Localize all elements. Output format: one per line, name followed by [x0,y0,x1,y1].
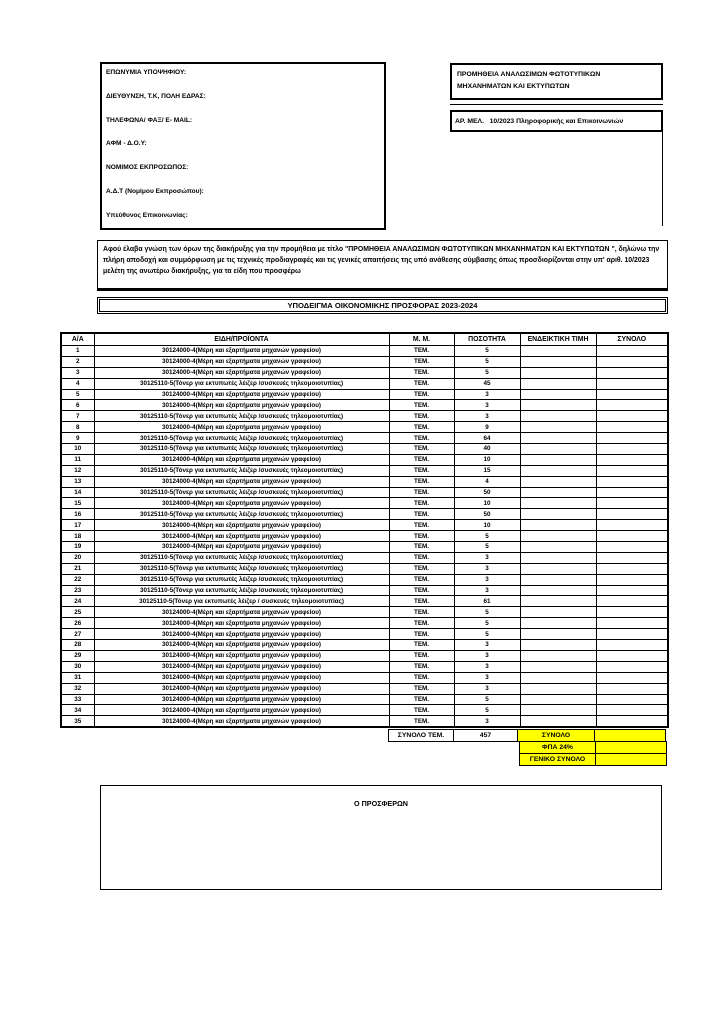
table-row [61,672,668,683]
item-description-cell: 30124000-4(Μέρη και εξαρτήματα μηχανών γραφείου) [94,346,389,357]
quantity-cell: 3 [454,563,520,574]
signature-box [100,785,662,890]
item-description-cell: 30124000-4(Μέρη και εξαρτήματα μηχανών γραφείου) [94,531,389,542]
quantity-cell: 3 [454,640,520,651]
unit-cell: ΤΕΜ. [389,487,454,498]
row-number: 32 [61,683,94,694]
row-number: 9 [61,433,94,444]
quantity-cell: 5 [454,705,520,716]
row-number: 20 [61,552,94,563]
item-description-cell: 30124000-4(Μέρη και εξαρτήματα μηχανών γραφείου) [94,661,389,672]
quantity-cell: 15 [454,465,520,476]
item-description-cell: 30125110-5(Τόνερ για εκτυπωτές λέιζερ /συσκευές τηλεομοιοτυπίας) [94,574,389,585]
row-number: 5 [61,389,94,400]
item-description-cell: 30125110-5(Τόνερ για εκτυπωτές λέιζερ /συσκευές τηλεομοιοτυπίας) [94,433,389,444]
row-total-cell[interactable] [596,444,668,455]
quantity-cell: 64 [454,433,520,444]
summary-value-grand-total[interactable] [595,753,667,767]
row-number: 6 [61,400,94,411]
unit-cell: ΤΕΜ. [389,378,454,389]
table-row [61,509,668,520]
summary-label-grand-total: ΓΕΝΙΚΟ ΣΥΝΟΛΟ [519,753,597,767]
row-total-cell[interactable] [596,465,668,476]
row-number: 3 [61,367,94,378]
item-description-cell: 30124000-4(Μέρη και εξαρτήματα μηχανών γραφείου) [94,683,389,694]
row-number: 28 [61,640,94,651]
project-title-box [450,63,663,100]
item-description-cell: 30124000-4(Μέρη και εξαρτήματα μηχανών γραφείου) [94,650,389,661]
table-row [61,694,668,705]
table-row [61,531,668,542]
quantity-cell: 40 [454,444,520,455]
summary-label-total: ΣΥΝΟΛΟ [517,729,595,743]
quantity-cell: 4 [454,476,520,487]
unit-cell: ΤΕΜ. [389,509,454,520]
header-quantity: ΠΟΣΟΤΗΤΑ [454,333,520,346]
unit-cell: ΤΕΜ. [389,454,454,465]
row-total-cell[interactable] [596,389,668,400]
row-number: 24 [61,596,94,607]
table-row [61,629,668,640]
table-row [61,389,668,400]
item-description-cell: 30125110-5(Τόνερ για εκτυπωτές λέιζερ /συσκευές τηλεομοιοτυπίας) [94,487,389,498]
unit-price-cell[interactable] [520,683,596,694]
row-number: 22 [61,574,94,585]
unit-cell: ΤΕΜ. [389,356,454,367]
row-total-cell[interactable] [596,585,668,596]
quantity-cell: 50 [454,509,520,520]
table-row [61,487,668,498]
unit-price-cell[interactable] [520,672,596,683]
item-description-cell: 30124000-4(Μέρη και εξαρτήματα μηχανών γραφείου) [94,389,389,400]
quantity-cell: 10 [454,454,520,465]
row-total-cell[interactable] [596,542,668,553]
row-total-cell[interactable] [596,661,668,672]
table-row [61,422,668,433]
quantity-cell: 3 [454,683,520,694]
row-total-cell[interactable] [596,716,668,727]
table-row [61,716,668,727]
unit-price-cell[interactable] [520,389,596,400]
bidder-field-label: ΕΠΩΝΥΜΙΑ ΥΠΟΨΗΦΙΟΥ: [106,69,187,76]
row-number: 8 [61,422,94,433]
table-row [61,661,668,672]
bidder-field-label: ΔΙΕΥΘΥΝΣΗ, Τ.Κ, ΠΟΛΗ ΕΔΡΑΣ: [106,92,206,100]
total-units-label: ΣΥΝΟΛΟ ΤΕΜ. [388,729,454,743]
unit-price-cell[interactable] [520,596,596,607]
header-items: ΕΙΔΗ/ΠΡΟΪΟΝΤΑ [94,333,389,346]
item-description-cell: 30125110-5(Τόνερ για εκτυπωτές λέιζερ /συσκευές τηλεομοιοτυπίας) [94,465,389,476]
unit-price-cell[interactable] [520,454,596,465]
row-number: 12 [61,465,94,476]
unit-price-cell[interactable] [520,705,596,716]
unit-cell: ΤΕΜ. [389,552,454,563]
row-number: 19 [61,542,94,553]
quantity-cell: 3 [454,400,520,411]
unit-cell: ΤΕΜ. [389,465,454,476]
item-description-cell: 30125110-5(Τόνερ για εκτυπωτές λέιζερ /συσκευές τηλεομοιοτυπίας) [94,563,389,574]
quantity-cell: 5 [454,356,520,367]
item-description-cell: 30124000-4(Μέρη και εξαρτήματα μηχανών γραφείου) [94,716,389,727]
row-number: 21 [61,563,94,574]
unit-price-cell[interactable] [520,552,596,563]
row-total-cell[interactable] [596,520,668,531]
unit-price-cell[interactable] [520,400,596,411]
row-total-cell[interactable] [596,640,668,651]
unit-cell: ΤΕΜ. [389,389,454,400]
row-total-cell[interactable] [596,607,668,618]
quantity-cell: 3 [454,411,520,422]
row-number: 34 [61,705,94,716]
unit-price-cell[interactable] [520,444,596,455]
signature-label: Ο ΠΡΟΣΦΕΡΩΝ [354,799,408,808]
project-title: ΠΡΟΜΗΘΕΙΑ ΑΝΑΛΩΣΙΜΩΝ ΦΩΤΟΤΥΠΙΚΩΝ ΜΗΧΑΝΗΜΑΤΩΝ ΚΑΙ ΕΚΤΥΠΩΤΩΝ [457,71,601,90]
bidder-field-label: Υπεύθυνος Επικοινωνίας: [106,211,188,219]
unit-cell: ΤΕΜ. [389,661,454,672]
row-number: 27 [61,629,94,640]
row-number: 4 [61,378,94,389]
item-description-cell: 30125110-5(Τόνερ για εκτυπωτές λέιζερ /συσκευές τηλεομοιοτυπίας) [94,411,389,422]
header-unit: Μ. Μ. [389,333,454,346]
table-row [61,683,668,694]
item-description-cell: 30124000-4(Μέρη και εξαρτήματα μηχανών γραφείου) [94,422,389,433]
row-total-cell[interactable] [596,618,668,629]
unit-cell: ΤΕΜ. [389,705,454,716]
item-description-cell: 30124000-4(Μέρη και εξαρτήματα μηχανών γραφείου) [94,400,389,411]
table-row [61,542,668,553]
unit-cell: ΤΕΜ. [389,476,454,487]
item-description-cell: 30125110-5(Τόνερ για εκτυπωτές λέιζερ /συσκευές τηλεομοιοτυπίας) [94,444,389,455]
unit-cell: ΤΕΜ. [389,444,454,455]
unit-price-cell[interactable] [520,487,596,498]
table-row [61,618,668,629]
item-description-cell: 30124000-4(Μέρη και εξαρτήματα μηχανών γραφείου) [94,705,389,716]
unit-price-cell[interactable] [520,694,596,705]
quantity-cell: 3 [454,389,520,400]
unit-cell: ΤΕΜ. [389,716,454,727]
table-row [61,520,668,531]
unit-price-cell[interactable] [520,476,596,487]
header-aa: Α/Α [61,333,94,346]
table-row [61,585,668,596]
item-description-cell: 30124000-4(Μέρη και εξαρτήματα μηχανών γραφείου) [94,618,389,629]
quantity-cell: 5 [454,694,520,705]
quantity-cell: 3 [454,661,520,672]
unit-cell: ΤΕΜ. [389,672,454,683]
unit-price-cell[interactable] [520,650,596,661]
table-row [61,563,668,574]
header-total: ΣΥΝΟΛΟ [596,333,668,346]
row-number: 15 [61,498,94,509]
item-description-cell: 30125110-5(Τόνερ για εκτυπωτές λέιζερ /συσκευές τηλεομοιοτυπίας) [94,585,389,596]
item-description-cell: 30124000-4(Μέρη και εξαρτήματα μηχανών γραφείου) [94,476,389,487]
right-border-line [662,132,663,226]
quantity-cell: 5 [454,531,520,542]
unit-cell: ΤΕΜ. [389,367,454,378]
bidder-info-box [100,62,386,230]
row-total-cell[interactable] [596,454,668,465]
row-total-cell[interactable] [596,563,668,574]
quantity-cell: 3 [454,552,520,563]
unit-price-cell[interactable] [520,585,596,596]
item-description-cell: 30124000-4(Μέρη και εξαρτήματα μηχανών γραφείου) [94,454,389,465]
row-total-cell[interactable] [596,552,668,563]
item-description-cell: 30124000-4(Μέρη και εξαρτήματα μηχανών γραφείου) [94,367,389,378]
quantity-cell: 3 [454,585,520,596]
row-number: 2 [61,356,94,367]
quantity-cell: 10 [454,498,520,509]
item-description-cell: 30125110-5(Τόνερ για εκτυπωτές λέιζερ /συσκευές τηλεομοιοτυπίας) [94,509,389,520]
table-row [61,454,668,465]
table-row [61,640,668,651]
section-title-bar [97,297,668,314]
unit-cell: ΤΕΜ. [389,607,454,618]
unit-price-cell[interactable] [520,422,596,433]
table-row [61,433,668,444]
item-description-cell: 30125110-5(Τόνερ για εκτυπωτές λέιζερ /συσκευές τηλεομοιοτυπίας) [94,552,389,563]
table-row [61,346,668,357]
row-number: 35 [61,716,94,727]
quantity-cell: 5 [454,367,520,378]
unit-cell: ΤΕΜ. [389,574,454,585]
row-total-cell[interactable] [596,694,668,705]
header-indicative-price: ΕΝΔΕΙΚΤΙΚΗ ΤΙΜΗ [520,333,596,346]
study-reference: ΑΡ. ΜΕΛ. 10/2023 Πληροφορικής και Επικοινωνιών [455,117,624,125]
row-total-cell[interactable] [596,367,668,378]
quantity-cell: 45 [454,378,520,389]
unit-price-cell[interactable] [520,411,596,422]
row-total-cell[interactable] [596,433,668,444]
table-header-row [61,333,668,346]
item-description-cell: 30124000-4(Μέρη και εξαρτήματα μηχανών γραφείου) [94,694,389,705]
spacer [388,742,519,754]
row-total-cell[interactable] [596,411,668,422]
quantity-cell: 61 [454,596,520,607]
unit-cell: ΤΕΜ. [389,640,454,651]
bidder-field-label: ΝΟΜΙΜΟΣ ΕΚΠΡΟΣΩΠΟΣ: [106,164,189,172]
quantity-cell: 5 [454,346,520,357]
unit-price-cell[interactable] [520,378,596,389]
unit-cell: ΤΕΜ. [389,542,454,553]
quantity-cell: 3 [454,716,520,727]
row-number: 33 [61,694,94,705]
row-total-cell[interactable] [596,683,668,694]
unit-cell: ΤΕΜ. [389,422,454,433]
quantity-cell: 5 [454,607,520,618]
table-row [61,378,668,389]
row-number: 14 [61,487,94,498]
unit-price-cell[interactable] [520,531,596,542]
summary-label-vat: ΦΠΑ 24% [519,741,597,755]
row-number: 26 [61,618,94,629]
row-total-cell[interactable] [596,422,668,433]
row-number: 29 [61,650,94,661]
quantity-cell: 5 [454,542,520,553]
total-units-value: 457 [453,729,519,743]
unit-cell: ΤΕΜ. [389,585,454,596]
table-row [61,476,668,487]
divider-line [450,104,663,105]
items-table [60,332,669,728]
item-description-cell: 30124000-4(Μέρη και εξαρτήματα μηχανών γραφείου) [94,672,389,683]
row-total-cell[interactable] [596,346,668,357]
row-total-cell[interactable] [596,574,668,585]
bidder-field-label: ΑΦΜ - Δ.Ο.Υ: [106,140,147,148]
unit-cell: ΤΕΜ. [389,498,454,509]
table-row [61,465,668,476]
unit-price-cell[interactable] [520,607,596,618]
row-total-cell[interactable] [596,629,668,640]
row-number: 16 [61,509,94,520]
unit-price-cell[interactable] [520,356,596,367]
row-total-cell[interactable] [596,400,668,411]
item-description-cell: 30124000-4(Μέρη και εξαρτήματα μηχανών γραφείου) [94,542,389,553]
table-row [61,400,668,411]
row-total-cell[interactable] [596,476,668,487]
unit-cell: ΤΕΜ. [389,650,454,661]
table-row [61,596,668,607]
unit-price-cell[interactable] [520,574,596,585]
row-number: 25 [61,607,94,618]
item-description-cell: 30125110-5(Τόνερ για εκτυπωτές λέιζερ / συσκευές τηλεομοιοτυπίας) [94,596,389,607]
unit-price-cell[interactable] [520,661,596,672]
bidder-field-label: ΤΗΛΕΦΩΝΑ/ ΦΑΞ/ E- MAIL: [106,116,193,124]
declaration-text: Αφού έλαβα γνώση των όρων της διακήρυξης για την προμήθεια με τίτλο "ΠΡΟΜΗΘΕΙΑ ΑΝΑΛΩΣΙΜΩΝ ΦΩΤΟΤΥΠΙΚΩΝ ΜΗΧΑΝΗΜΑΤΩΝ ΚΑΙ ΕΚΤΥΠΩΤΩΝ ", δηλώνω την πλήρη αποδοχή και συμμόρφωση με τις τεχνικές προδιαγραφές και τις γενικές απαιτήσεις της υπό ανάθεσης σύμβασης όπως προσδιορίζονται στην υπ' αριθ. 10/2023 μελέτη της ανωτέρω διακήρυξης, για τα είδη που προσφέρω [103,246,660,275]
row-total-cell[interactable] [596,498,668,509]
row-total-cell[interactable] [596,650,668,661]
unit-price-cell[interactable] [520,433,596,444]
row-number: 17 [61,520,94,531]
unit-price-cell[interactable] [520,498,596,509]
quantity-cell: 3 [454,574,520,585]
row-number: 23 [61,585,94,596]
row-total-cell[interactable] [596,509,668,520]
unit-price-cell[interactable] [520,509,596,520]
quantity-cell: 5 [454,629,520,640]
row-total-cell[interactable] [596,378,668,389]
unit-price-cell[interactable] [520,563,596,574]
table-row [61,411,668,422]
spacer [388,754,519,766]
item-description-cell: 30124000-4(Μέρη και εξαρτήματα μηχανών γραφείου) [94,356,389,367]
table-row [61,444,668,455]
table-row [61,650,668,661]
quantity-cell: 10 [454,520,520,531]
row-total-cell[interactable] [596,596,668,607]
declaration-box [97,240,668,291]
table-row [61,356,668,367]
row-number: 18 [61,531,94,542]
unit-price-cell[interactable] [520,465,596,476]
row-number: 13 [61,476,94,487]
summary-row [388,754,667,766]
items-table-body [61,346,668,728]
unit-price-cell[interactable] [520,346,596,357]
item-description-cell: 30124000-4(Μέρη και εξαρτήματα μηχανών γραφείου) [94,629,389,640]
unit-price-cell[interactable] [520,520,596,531]
unit-cell: ΤΕΜ. [389,433,454,444]
unit-price-cell[interactable] [520,618,596,629]
table-row [61,574,668,585]
unit-price-cell[interactable] [520,629,596,640]
unit-cell: ΤΕΜ. [389,694,454,705]
unit-price-cell[interactable] [520,716,596,727]
row-total-cell[interactable] [596,672,668,683]
unit-cell: ΤΕΜ. [389,629,454,640]
row-number: 30 [61,661,94,672]
unit-cell: ΤΕΜ. [389,346,454,357]
unit-cell: ΤΕΜ. [389,531,454,542]
table-row [61,498,668,509]
table-row [61,607,668,618]
quantity-cell: 5 [454,618,520,629]
item-description-cell: 30124000-4(Μέρη και εξαρτήματα μηχανών γραφείου) [94,498,389,509]
table-row [61,552,668,563]
row-number: 1 [61,346,94,357]
row-total-cell[interactable] [596,487,668,498]
row-total-cell[interactable] [596,356,668,367]
unit-cell: ΤΕΜ. [389,400,454,411]
row-number: 7 [61,411,94,422]
unit-price-cell[interactable] [520,542,596,553]
unit-cell: ΤΕΜ. [389,618,454,629]
quantity-cell: 9 [454,422,520,433]
item-description-cell: 30124000-4(Μέρη και εξαρτήματα μηχανών γραφείου) [94,607,389,618]
quantity-cell: 3 [454,672,520,683]
quantity-cell: 3 [454,650,520,661]
totals-summary [388,730,667,766]
item-description-cell: 30124000-4(Μέρη και εξαρτήματα μηχανών γραφείου) [94,640,389,651]
bidder-field-label: Α.Δ.Τ (Νομίμου Εκπροσώπου): [106,188,204,196]
study-reference-box [450,110,663,132]
row-number: 11 [61,454,94,465]
unit-cell: ΤΕΜ. [389,520,454,531]
row-total-cell[interactable] [596,705,668,716]
table-row [61,367,668,378]
row-number: 31 [61,672,94,683]
unit-price-cell[interactable] [520,367,596,378]
unit-cell: ΤΕΜ. [389,683,454,694]
unit-cell: ΤΕΜ. [389,563,454,574]
quantity-cell: 50 [454,487,520,498]
unit-cell: ΤΕΜ. [389,596,454,607]
row-total-cell[interactable] [596,531,668,542]
table-row [61,705,668,716]
item-description-cell: 30124000-4(Μέρη και εξαρτήματα μηχανών γραφείου) [94,520,389,531]
unit-cell: ΤΕΜ. [389,411,454,422]
unit-price-cell[interactable] [520,640,596,651]
section-title: ΥΠΟΔΕΙΓΜΑ ΟΙΚΟΝΟΜΙΚΗΣ ΠΡΟΣΦΟΡΑΣ 2023-2024 [287,301,478,310]
row-number: 10 [61,444,94,455]
item-description-cell: 30125110-5(Τόνερ για εκτυπωτές λέιζερ /συσκευές τηλεομοιοτυπίας) [94,378,389,389]
